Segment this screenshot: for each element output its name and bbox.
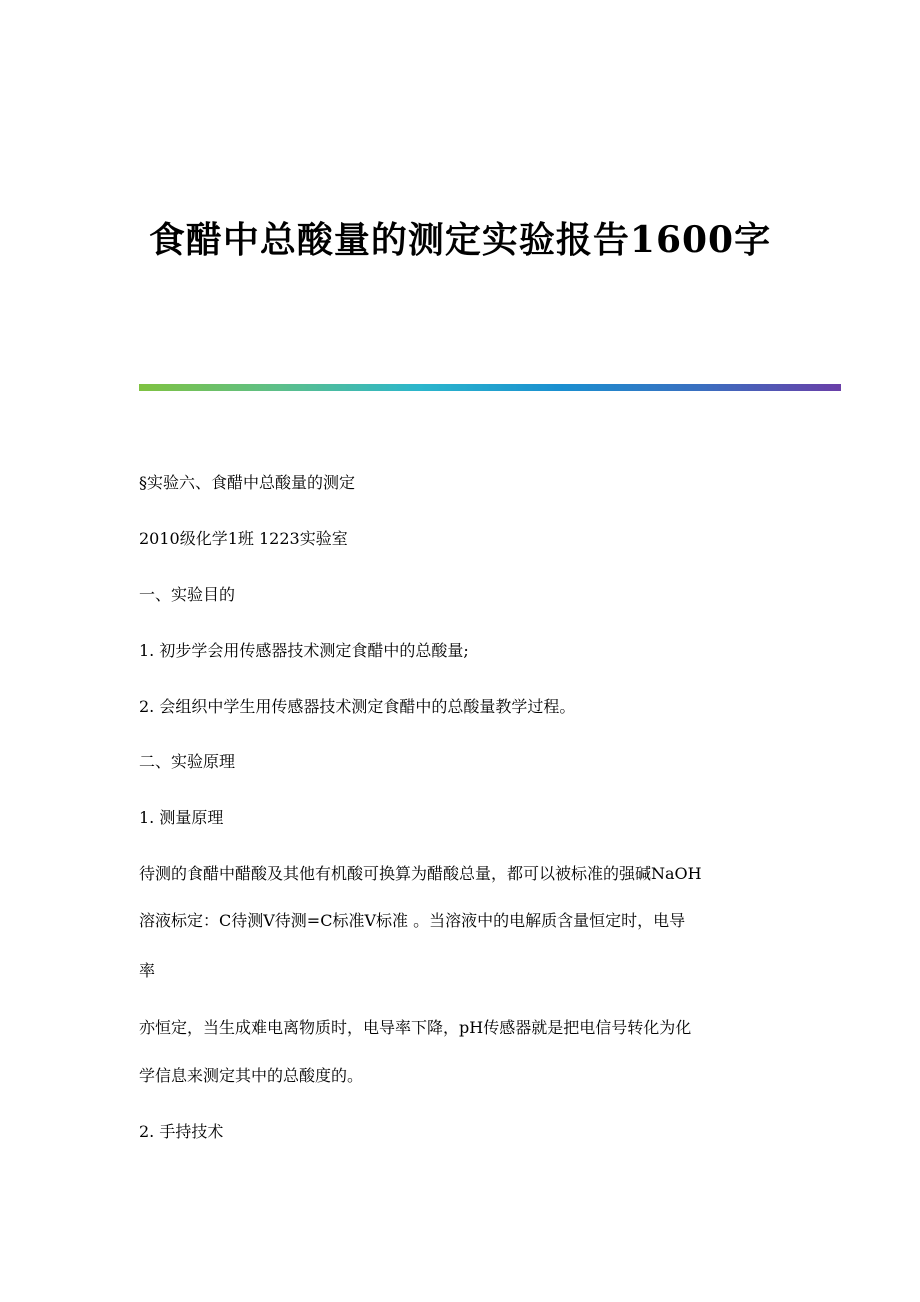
- class-info-line: 2010级化学1班 1223实验室: [139, 529, 348, 548]
- purpose-item-1: 1. 初步学会用传感器技术测定食醋中的总酸量;: [139, 641, 469, 660]
- paragraph-line: 学信息来测定其中的总酸度的。: [139, 1066, 364, 1085]
- paragraph-line: 待测的食醋中醋酸及其他有机酸可换算为醋酸总量，都可以被标准的强碱NaOH: [139, 864, 702, 883]
- principle-subheading-2: 2. 手持技术: [139, 1122, 224, 1141]
- purpose-item-2: 2. 会组织中学生用传感器技术测定食醋中的总酸量教学过程。: [139, 697, 576, 716]
- page-title: 食醋中总酸量的测定实验报告1600字: [148, 219, 772, 261]
- paragraph-line: 率: [139, 961, 156, 980]
- section-heading-purpose: 一、实验目的: [139, 585, 236, 604]
- paragraph-line: 亦恒定，当生成难电离物质时，电导率下降，pH传感器就是把电信号转化为化: [139, 1018, 692, 1037]
- paragraph-line: 溶液标定：C待测V待测=C标准V标准 。当溶液中的电解质含量恒定时，电导: [139, 911, 686, 930]
- section-heading-principle: 二、实验原理: [139, 752, 236, 771]
- principle-subheading-1: 1. 测量原理: [139, 808, 224, 827]
- section-heading-experiment: §实验六、食醋中总酸量的测定: [139, 473, 356, 492]
- title-divider: [139, 384, 841, 391]
